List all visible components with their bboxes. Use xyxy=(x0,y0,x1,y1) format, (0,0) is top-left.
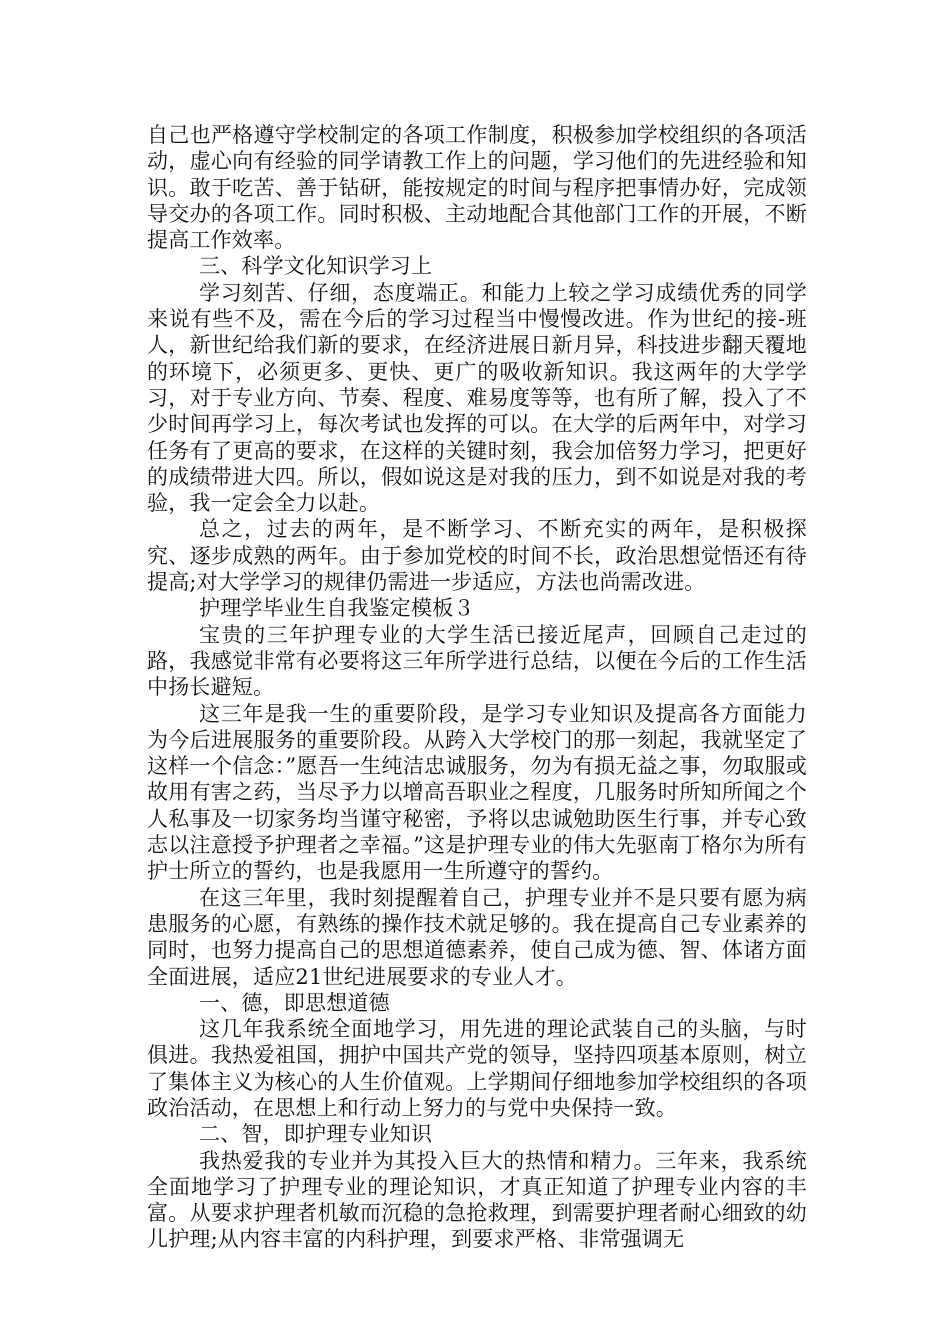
paragraph-study: 学习刻苦、仔细，态度端正。和能力上较之学习成绩优秀的同学来说有些不及，需在今后的学习过程当中慢慢改进。作为世纪的接-班人，新世纪给我们新的要求，在经济进展日新月异，科技进步翻天覆地的环境下，必须更多、更快、更广的吸收新知识。我这两年的大学学习，对于专业方向、节奏、程度、难易度等等，也有所了解，投入了不少时间再学习上，每次考试也发挥的可以。在大学的后两年中，对学习任务有了更高的要求，在这样的关键时刻，我会加倍努力学习，把更好的成绩带进大四。所以，假如说这是对我的压力，到不如说是对我的考验，我一定会全力以赴。 xyxy=(147,280,807,516)
paragraph-work-discipline: 自己也严格遵守学校制定的各项工作制度，积极参加学校组织的各项活动，虚心向有经验的同学请教工作上的问题，学习他们的先进经验和知识。敢于吃苦、善于钻研，能按规定的时间与程序把事情办好，完成领导交办的各项工作。同时积极、主动地配合其他部门工作的开展，不断提高工作效率。 xyxy=(147,123,807,253)
paragraph-three-years: 在这三年里，我时刻提醒着自己，护理专业并不是只要有愿为病患服务的心愿，有熟练的操作技术就足够的。我在提高自己专业素养的同时，也努力提高自己的思想道德素养，使自己成为德、智、体诸方面全面进展，适应21世纪进展要求的专业人才。 xyxy=(147,885,807,989)
heading-template-3: 护理学毕业生自我鉴定模板３ xyxy=(199,596,475,621)
heading-intelligence: 二、智，即护理专业知识 xyxy=(199,1122,433,1147)
heading-morality: 一、德，即思想道德 xyxy=(199,990,390,1015)
paragraph-intro: 宝贵的三年护理专业的大学生活已接近尾声，回顾自己走过的路，我感觉非常有必要将这三年所学进行总结，以便在今后的工作生活中扬长避短。 xyxy=(147,622,807,700)
paragraph-summary: 总之，过去的两年，是不断学习、不断充实的两年，是积极探究、逐步成熟的两年。由于参加党校的时间不长，政治思想觉悟还有待提高;对大学学习的规律仍需进一步适应，方法也尚需改进。 xyxy=(147,517,807,595)
paragraph-intelligence: 我热爱我的专业并为其投入巨大的热情和精力。三年来，我系统全面地学习了护理专业的理论知识，才真正知道了护理专业内容的丰富。从要求护理者机敏而沉稳的急抢救理，到需要护理者耐心细致的幼儿护理;从内容丰富的内科护理，到要求严格、非常强调无 xyxy=(147,1148,807,1252)
heading-section-3-study: 三、科学文化知识学习上 xyxy=(199,254,433,279)
document-body xyxy=(147,122,807,1253)
paragraph-oath: 这三年是我一生的重要阶段，是学习专业知识及提高各方面能力为今后进展服务的重要阶段。从跨入大学校门的那一刻起，我就坚定了这样一个信念：”愿吾一生纯洁忠诚服务，勿为有损无益之事，勿取服或故用有害之药，当尽予力以增高吾职业之程度，几服务时所知所闻之个人私事及一切家务均当谨守秘密，予将以忠诚勉助医生行事，并专心致志以注意授予护理者之幸福。”这是护理专业的伟大先驱南丁格尔为所有护士所立的誓约，也是我愿用一生所遵守的誓约。 xyxy=(147,701,807,884)
paragraph-morality: 这几年我系统全面地学习，用先进的理论武装自己的头脑，与时俱进。我热爱祖国，拥护中国共产党的领导，坚持四项基本原则，树立了集体主义为核心的人生价值观。上学期间仔细地参加学校组织的各项政治活动，在思想上和行动上努力的与党中央保持一致。 xyxy=(147,1017,807,1120)
